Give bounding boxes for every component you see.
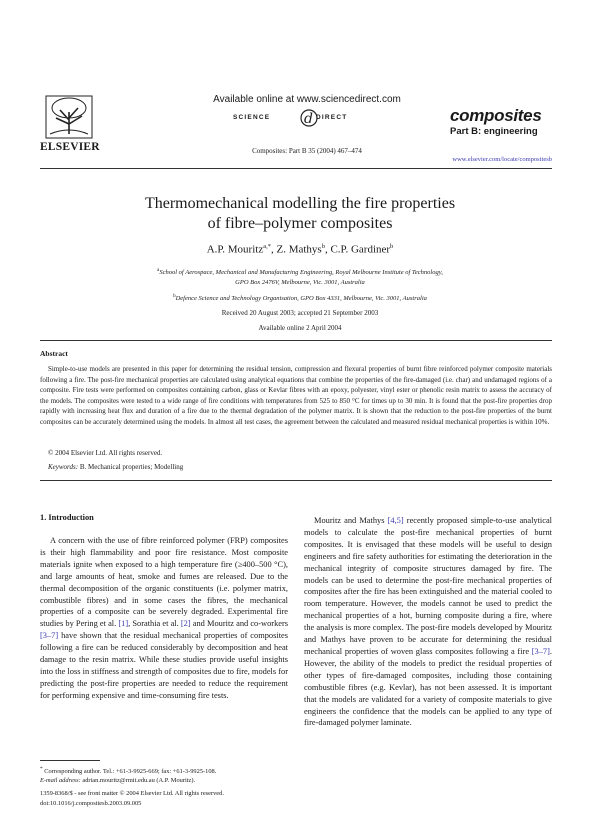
- keywords: [48, 463, 183, 471]
- journal-url-link[interactable]: www.elsevier.com/locate/compositesb: [452, 156, 552, 163]
- abstract-copyright: © 2004 Elsevier Ltd. All rights reserved.: [48, 449, 163, 457]
- affiliation-b: $^b$Defence Science and Technology Organisation, GPO Box 4331, Melbourne, Vic. 3001, Australia: [173, 294, 427, 303]
- title-line-1: Thermomechanical modelling the fire properties: [144, 195, 456, 212]
- citation-link[interactable]: [2]: [180, 619, 191, 629]
- author-list: [60, 243, 540, 256]
- paragraph: Mouritz and Mathys [4,5] recently proposed simple-to-use analytical models to calculate the post-fire mechanical properties of burnt composites. It is envisaged that these models will be useful to design engineers and fire safety authorities for estimating the deterioration in the mechanical integrity of composite structures damaged by fire. The models can be used to determine the post-fire mechanical properties of composites after the fire has been extinguished and the material cooled to room temperature. However, the models cannot be used to predict the mechanical properties of a hot, burning composite during a fire, where the analysis is more complex. The post-fire models developed by Mouritz and Mathys have proven to be accurate for determining the residual mechanical properties of woven glass composites following a fire [3–7]. However, the ability of the models to predict the residual properties of other types of fire-damaged composites, including those containing combustible fibres (e.g. Kevlar), has not been assessed. It is important that the models are validated for a variety of composite materials to give engineers the confidence that the models can be applied to any type of fire-damaged polymer laminate.: [304, 516, 553, 728]
- journal-brand: composites: [450, 106, 542, 125]
- keywords-label: Keywords:: [48, 463, 79, 471]
- article-title: [60, 194, 540, 234]
- body-column-left: [40, 535, 288, 702]
- header-divider: [40, 168, 552, 169]
- section-heading-introduction: 1. Introduction: [40, 513, 94, 522]
- received-dates: Received 20 August 2003; accepted 21 September 2003: [221, 309, 379, 317]
- corresponding-author-note: * Corresponding author. Tel.: +61-3-9925-669; fax: +61-3-9925-108. E-mail address: adrian.mouritz@rmit.edu.au (A.P. Mouritz).: [40, 766, 217, 785]
- author-affiliation-mark: b: [321, 243, 325, 250]
- affiliation-b-text: Defence Science and Technology Organisation, GPO Box 4331, Melbourne, Vic. 3001, Australia: [175, 295, 427, 303]
- abstract-bottom-divider: [40, 480, 552, 481]
- citation-link[interactable]: [4,5]: [387, 516, 404, 525]
- available-online-date: Available online 2 April 2004: [258, 324, 342, 332]
- footnote-star: *: [40, 766, 43, 772]
- author-separator: ,: [324, 243, 331, 256]
- citation-link[interactable]: [1]: [118, 619, 129, 629]
- abstract-text: Simple-to-use models are presented in this paper for determining the residual tension, compression and flexural properties of burnt fibre reinforced polymer composite materials following a fire. The post-fire mechanical properties are calculated using analytical equations that combine the properties of the fire-damaged (i.e. char) and undamaged regions of a composite. Fire tests were performed on composites containing carbon, glass or Kevlar fibres with an epoxy, polyester, vinyl ester or phenolic resin matrix to assess the accuracy of the models. The composites were tested to a wide range of fire conditions with temperatures from 525 to 850 °C for times up to 30 min. It is found that the post-fire properties drop rapidly with increasing heat flux and duration of a fire due to the thermal degradation of the polymer matrix. It is shown that the reduction to the post-fire properties of the burnt composites can be accurately determined using the models. In almost all test cases, the agreement between the calculated and measured residual mechanical properties is within 10%.: [40, 365, 552, 426]
- body-column-right: [304, 515, 552, 729]
- abstract-heading: Abstract: [40, 349, 68, 358]
- keywords-text: B. Mechanical properties; Modelling: [79, 463, 184, 471]
- author-affiliation-mark: a,*: [263, 243, 271, 250]
- footnote-divider: [40, 760, 100, 761]
- svg-text:d: d: [304, 111, 313, 127]
- title-line-2: of fibre–polymer composites: [207, 215, 393, 232]
- journal-part: Part B: engineering: [450, 126, 538, 137]
- author-name: C.P. Gardiner: [330, 243, 391, 256]
- author-name: Z. Mathys: [276, 243, 322, 256]
- affiliation-a-line-2: GPO Box 2476V, Melbourne, Vic. 3001, Australia: [235, 279, 365, 287]
- available-online-text: Available online at www.sciencedirect.com: [213, 94, 401, 105]
- publisher-name: ELSEVIER: [40, 141, 100, 153]
- author-separator: ,: [270, 243, 277, 256]
- citation-link[interactable]: [3–7]: [531, 646, 550, 656]
- doi-line[interactable]: doi:10.1016/j.compositesb.2003.09.005: [40, 800, 142, 807]
- abstract-top-divider: [40, 340, 552, 341]
- citation-link[interactable]: [3–7]: [40, 631, 59, 641]
- sciencedirect-science-word: SCIENCE: [233, 114, 271, 121]
- issn-line: 1359-8368/$ - see front matter © 2004 Elsevier Ltd. All rights reserved.: [40, 790, 224, 797]
- affiliation-a: $^a$School of Aerospace, Mechanical and Manufacturing Engineering, Royal Melbourne Institute of Technology, GPO Box 2476V, Melbourne, Vic. 3001, Australia: [157, 268, 443, 287]
- email-label: E-mail address:: [40, 777, 81, 785]
- author-name: A.P. Mouritz: [206, 243, 264, 256]
- affiliation-a-line-1: School of Aerospace, Mechanical and Manufacturing Engineering, Royal Melbourne Institute of Technology,: [159, 269, 443, 277]
- journal-reference: Composites: Part B 35 (2004) 467–474: [252, 147, 362, 155]
- email-address[interactable]: adrian.mouritz@rmit.edu.au (A.P. Mouritz).: [80, 777, 196, 785]
- author-affiliation-mark: b: [390, 243, 394, 250]
- sciencedirect-direct-word: DIRECT: [316, 114, 348, 121]
- paragraph: A concern with the use of fibre reinforced polymer (FRP) composites is their high flammability and poor fire resistance. Most composite materials ignite when exposed to a high temperature fire (≥400–500 °C), and large amounts of heat, smoke and fumes are released. Due to the thermal decomposition of the organic constituents (i.e. polymer matrix, combustible fibres) and in some cases the fibres, the mechanical properties of a composite can be severely degraded. Experimental fire studies by Pering et al. [1], Sorathia et al. [2] and Mouritz and co-workers [3–7] have shown that the residual mechanical properties of composites following a fire can be reduced considerably by decomposition and heat damage to the resin matrix. While these studies provide useful insights into the loss in stiffness and strength of composites due to fire, models for predicting the post-fire properties are needed to reduce the requirement for performing expensive and time-consuming fire tests.: [40, 536, 289, 700]
